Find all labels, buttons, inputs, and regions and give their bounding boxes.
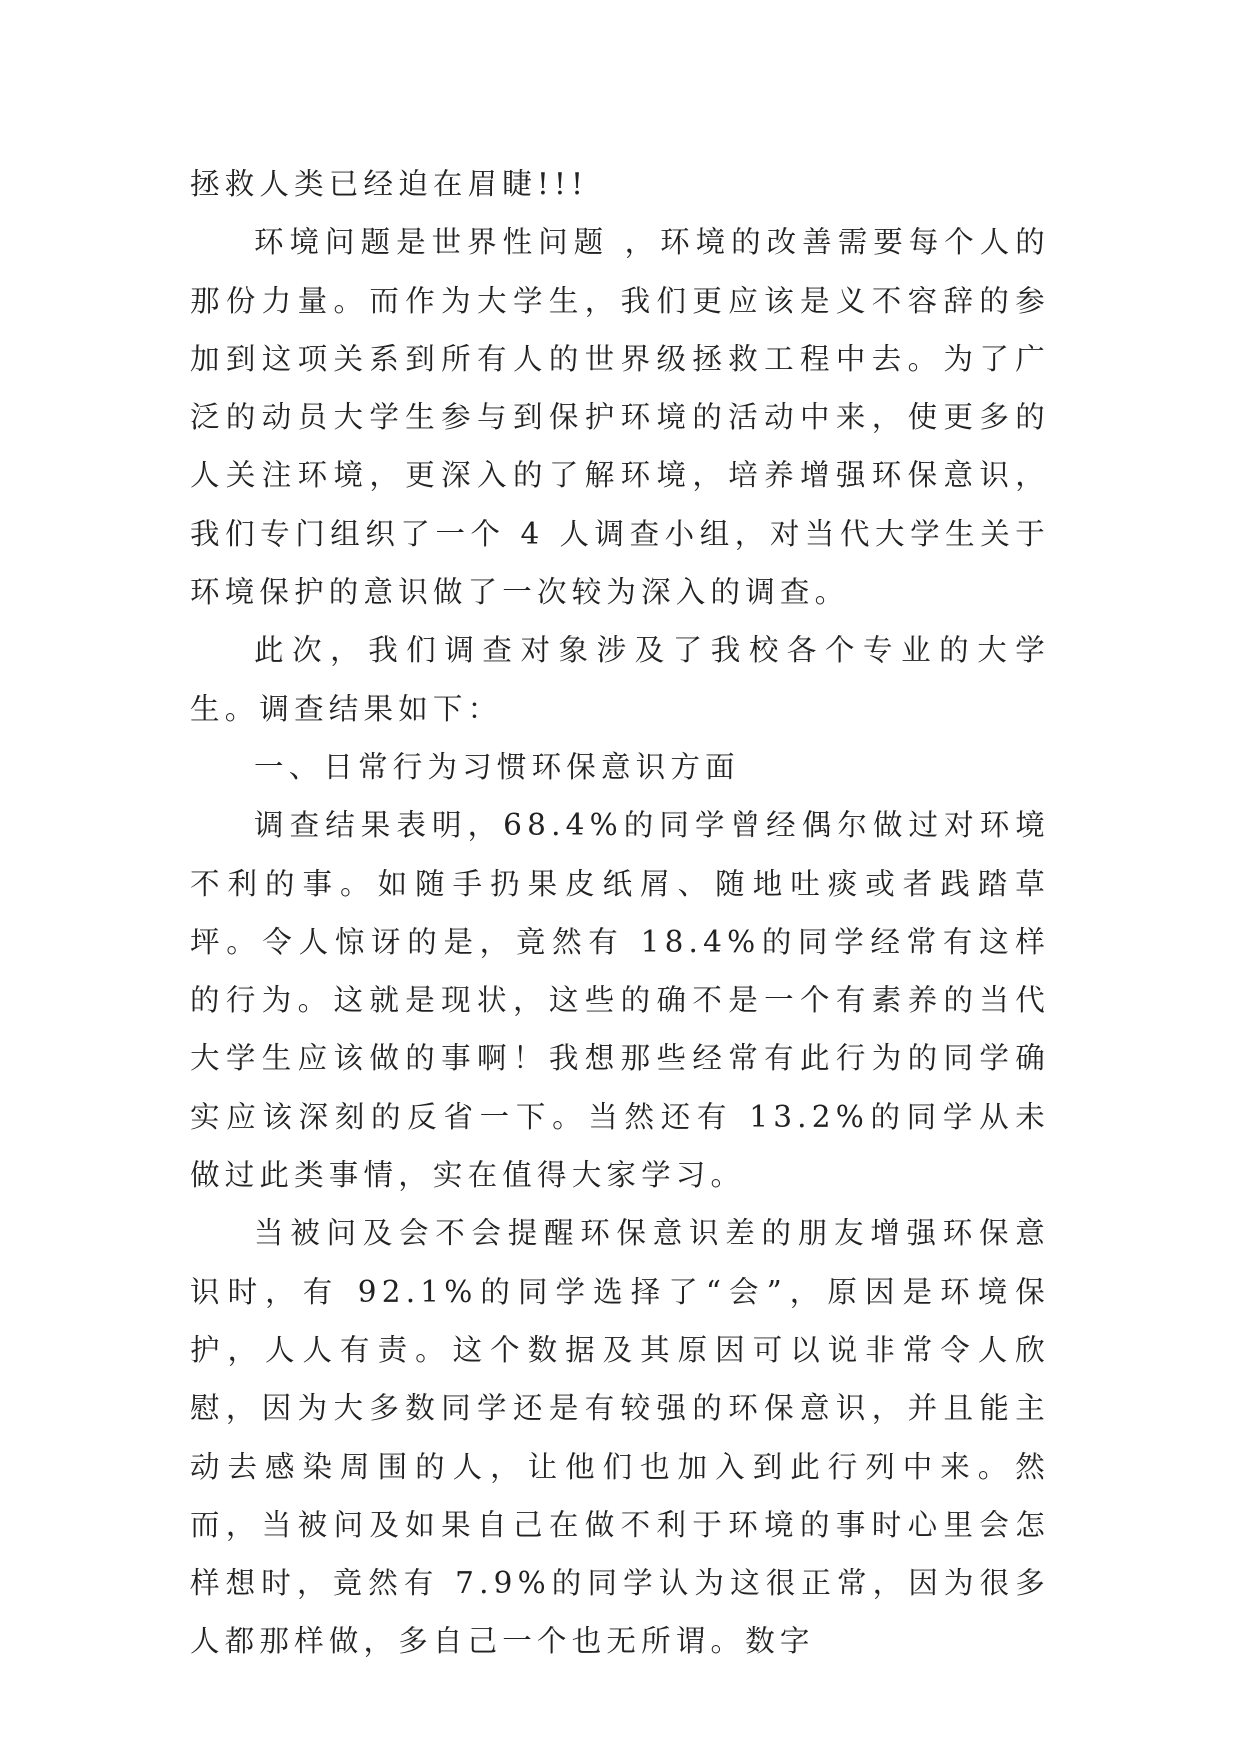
document-page (190, 155, 1050, 1671)
paragraph-continuation: 拯救人类已经迫在眉睫!!! (190, 167, 589, 201)
paragraph-reminders: 当被问及会不会提醒环保意识差的朋友增强环保意识时，有 92.1%的同学选择了“会”，原因是环境保护，人人有责。这个数据及其原因可以说非常令人欣慰，因为大多数同学还是有较强的环保意识，并且能主动去感染周围的人，让他们也加入到此行列中来。然而，当被问及如果自己在做不利于环境的事时心里会怎样想时，竟然有 7.9%的同学认为这很正常，因为很多人都那样做，多自己一个也无所谓。数字 (190, 1216, 1050, 1659)
paragraph-survey-scope: 此次，我们调查对象涉及了我校各个专业的大学生。调查结果如下： (190, 633, 1050, 726)
paragraph-introduction: 环境问题是世界性问题 ，环境的改善需要每个人的那份力量。而作为大学生，我们更应该是义不容辞的参加到这项关系到所有人的世界级拯救工程中去。为了广泛的动员大学生参与到保护环境的活动中来，使更多的人关注环境，更深入的了解环境，培养增强环保意识，我们专门组织了一个 4 人调查小组，对当代大学生关于环境保护的意识做了一次较为深入的调查。 (190, 225, 1050, 610)
section-heading: 一、日常行为习惯环保意识方面 (254, 749, 740, 784)
paragraph-daily-habits: 调查结果表明，68.4%的同学曾经偶尔做过对环境不利的事。如随手扔果皮纸屑、随地吐痰或者践踏草坪。令人惊讶的是，竟然有 18.4%的同学经常有这样的行为。这就是现状，这些的确不是一个有素养的当代大学生应该做的事啊！我想那些经常有此行为的同学确实应该深刻的反省一下。当然还有 13.2%的同学从未做过此类事情，实在值得大家学习。 (190, 808, 1050, 1193)
